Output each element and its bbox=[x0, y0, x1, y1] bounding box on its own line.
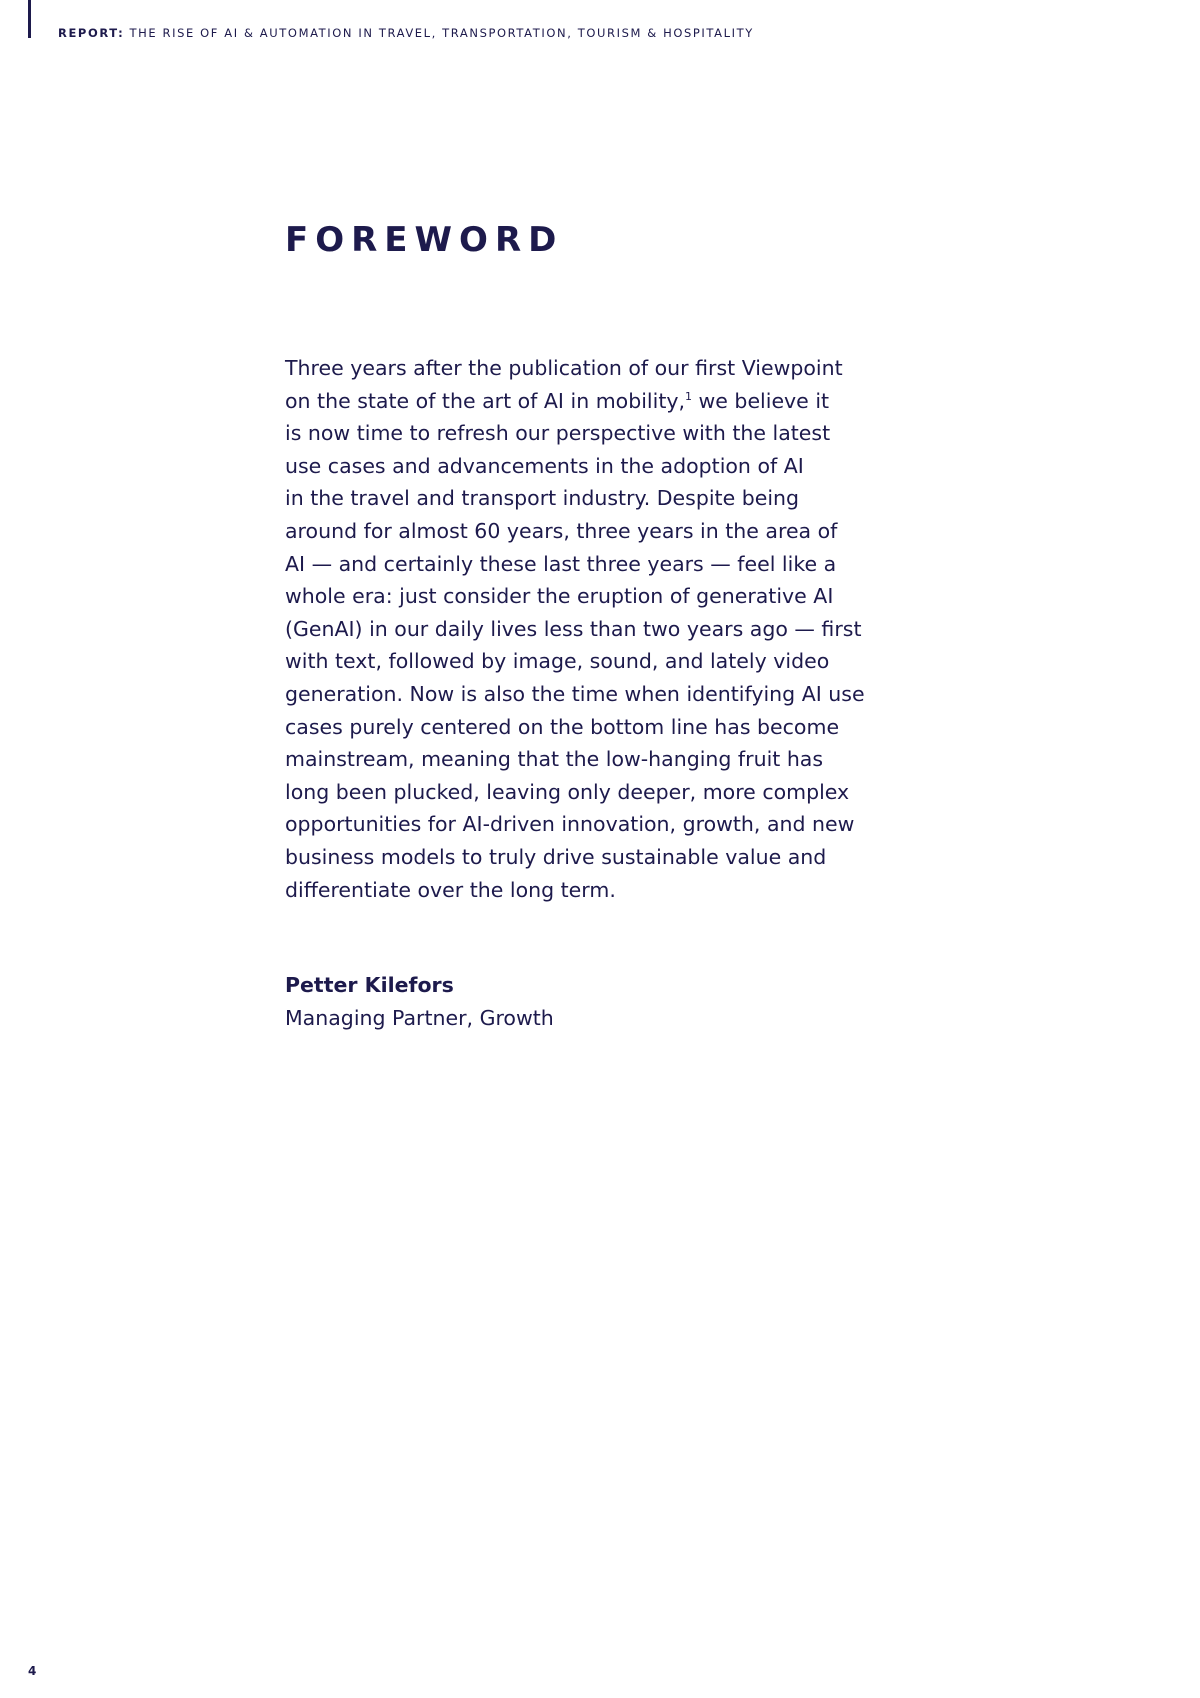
body-line bbox=[285, 385, 885, 418]
body-line: whole era: just consider the eruption of generative AI bbox=[285, 584, 834, 609]
body-line: long been plucked, leaving only deeper, more complex bbox=[285, 779, 850, 804]
body-line: opportunities for AI-driven innovation, growth, and new bbox=[285, 812, 855, 837]
body-line-text: on the state of the art of AI in mobility, bbox=[285, 388, 686, 413]
footnote-reference: 1 bbox=[685, 389, 693, 403]
body-line: around for almost 60 years, three years in the area of bbox=[285, 518, 838, 543]
body-line: cases purely centered on the bottom line has become bbox=[285, 714, 840, 739]
report-header-label: REPORT: bbox=[58, 26, 125, 40]
page-number: 4 bbox=[28, 1664, 37, 1678]
body-line-tail: we believe it bbox=[692, 388, 830, 413]
body-line: (GenAI) in our daily lives less than two years ago — first bbox=[285, 616, 862, 641]
body-line: in the travel and transport industry. Despite being bbox=[285, 486, 800, 511]
header-accent-rule bbox=[28, 0, 31, 38]
page-title: FOREWORD bbox=[285, 220, 564, 260]
body-line: Three years after the publication of our first Viewpoint bbox=[285, 356, 843, 380]
body-line: differentiate over the long term. bbox=[285, 877, 616, 902]
foreword-body bbox=[285, 352, 885, 906]
report-header-title: THE RISE OF AI & AUTOMATION IN TRAVEL, TRANSPORTATION, TOURISM & HOSPITALITY bbox=[129, 26, 754, 40]
body-line: generation. Now is also the time when identifying AI use bbox=[285, 681, 865, 706]
body-line: use cases and advancements in the adoption of AI bbox=[285, 453, 804, 478]
body-line: AI — and certainly these last three years — feel like a bbox=[285, 551, 837, 576]
report-header bbox=[58, 26, 754, 40]
author-name: Petter Kilefors bbox=[285, 973, 454, 997]
author-role: Managing Partner, Growth bbox=[285, 1006, 554, 1030]
body-line: mainstream, meaning that the low-hanging fruit has bbox=[285, 747, 824, 772]
body-line: with text, followed by image, sound, and lately video bbox=[285, 649, 830, 674]
body-line: business models to truly drive sustainable value and bbox=[285, 844, 827, 869]
body-line: is now time to refresh our perspective with the latest bbox=[285, 421, 831, 446]
